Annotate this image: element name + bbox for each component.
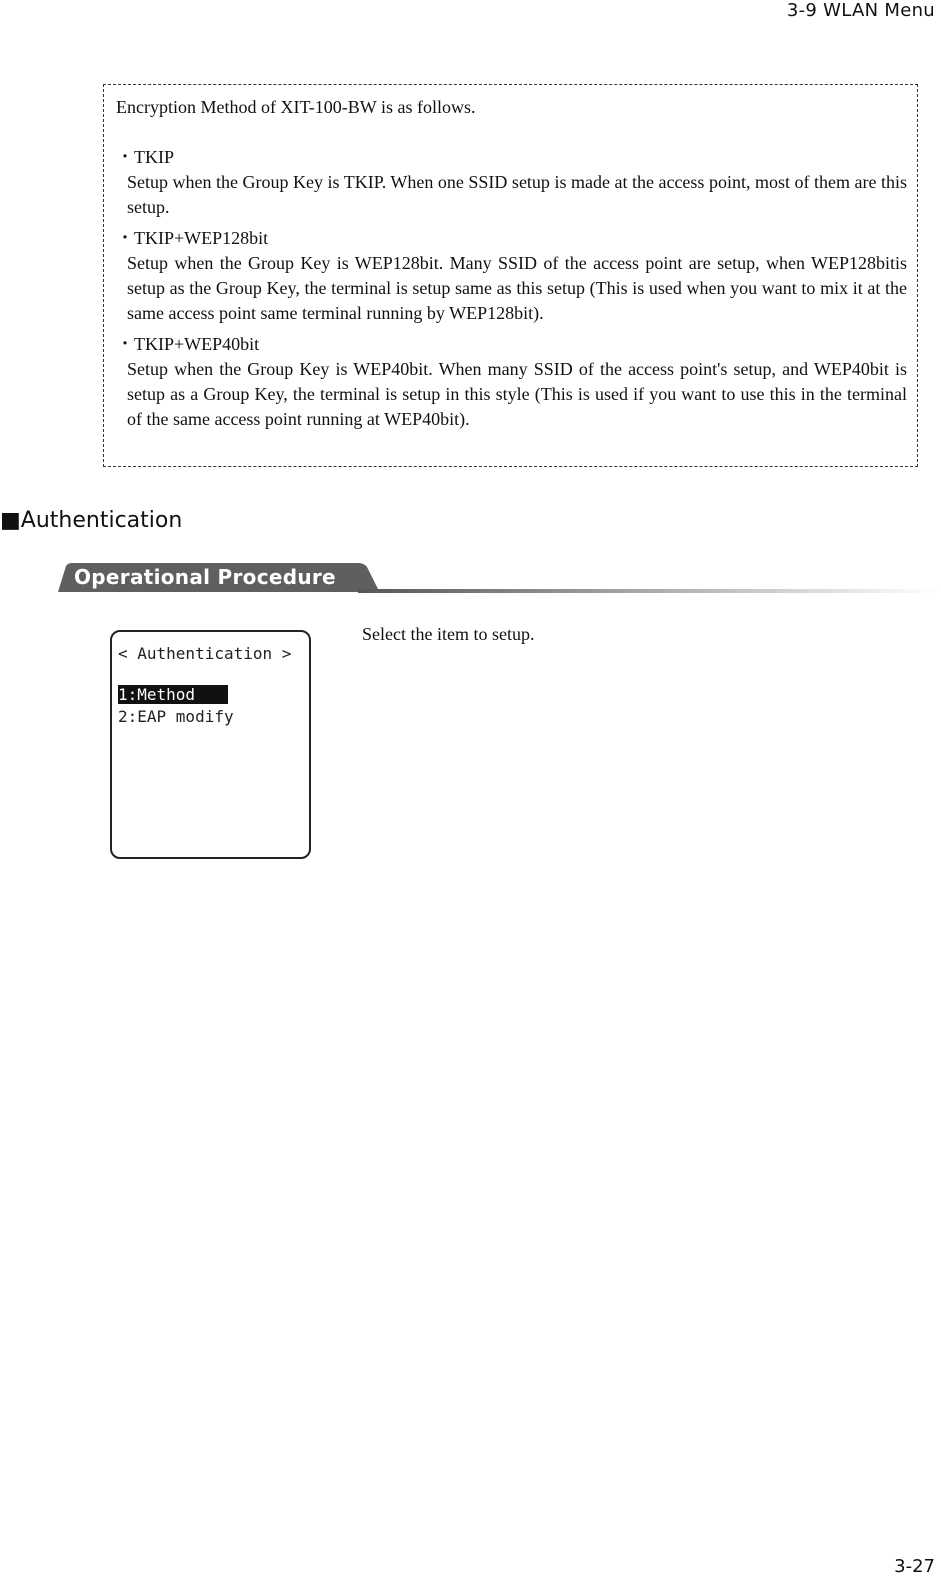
note-item-tkip-wep128: [116, 226, 907, 326]
device-screen: [110, 630, 311, 859]
note-item-tkip: [116, 145, 907, 220]
menu-item-method[interactable]: 1:Method: [118, 685, 228, 704]
note-item-tkip-wep40: [116, 332, 907, 432]
menu-item-eap-modify[interactable]: 2:EAP modify: [118, 707, 234, 726]
note-item-body: Setup when the Group Key is TKIP. When one SSID setup is made at the access point, most of them are this setup.: [127, 172, 907, 217]
note-item-body: Setup when the Group Key is WEP40bit. When many SSID of the access point's setup, and WEP40bit is setup as a Group Key, the terminal is setup in this style (This is used if you want to use this in the terminal of the same access point running at WEP40bit).: [127, 359, 907, 429]
section-heading: ■Authentication: [0, 508, 183, 533]
note-intro: Encryption Method of XIT-100-BW is as follows.: [116, 97, 476, 117]
note-item-title: ・TKIP: [116, 147, 174, 167]
note-item-title: ・TKIP+WEP128bit: [116, 228, 269, 248]
banner-label: Operational Procedure: [74, 565, 336, 589]
screen-title: < Authentication >: [118, 644, 292, 663]
note-item-body: Setup when the Group Key is WEP128bit. Many SSID of the access point are setup, when WEP128bitis setup as the Group Key, the terminal is setup same as this setup (This is used when you want to mix it at the same access point same terminal running by WEP128bit).: [127, 253, 907, 323]
banner-rule: [358, 589, 938, 593]
running-header: 3-9 WLAN Menu: [786, 0, 935, 21]
instruction-text: Select the item to setup.: [362, 624, 535, 644]
note-item-title: ・TKIP+WEP40bit: [116, 334, 260, 354]
page-number: 3-27: [894, 1556, 935, 1577]
encryption-note-box: [103, 84, 918, 467]
operational-procedure-banner: [58, 563, 938, 595]
